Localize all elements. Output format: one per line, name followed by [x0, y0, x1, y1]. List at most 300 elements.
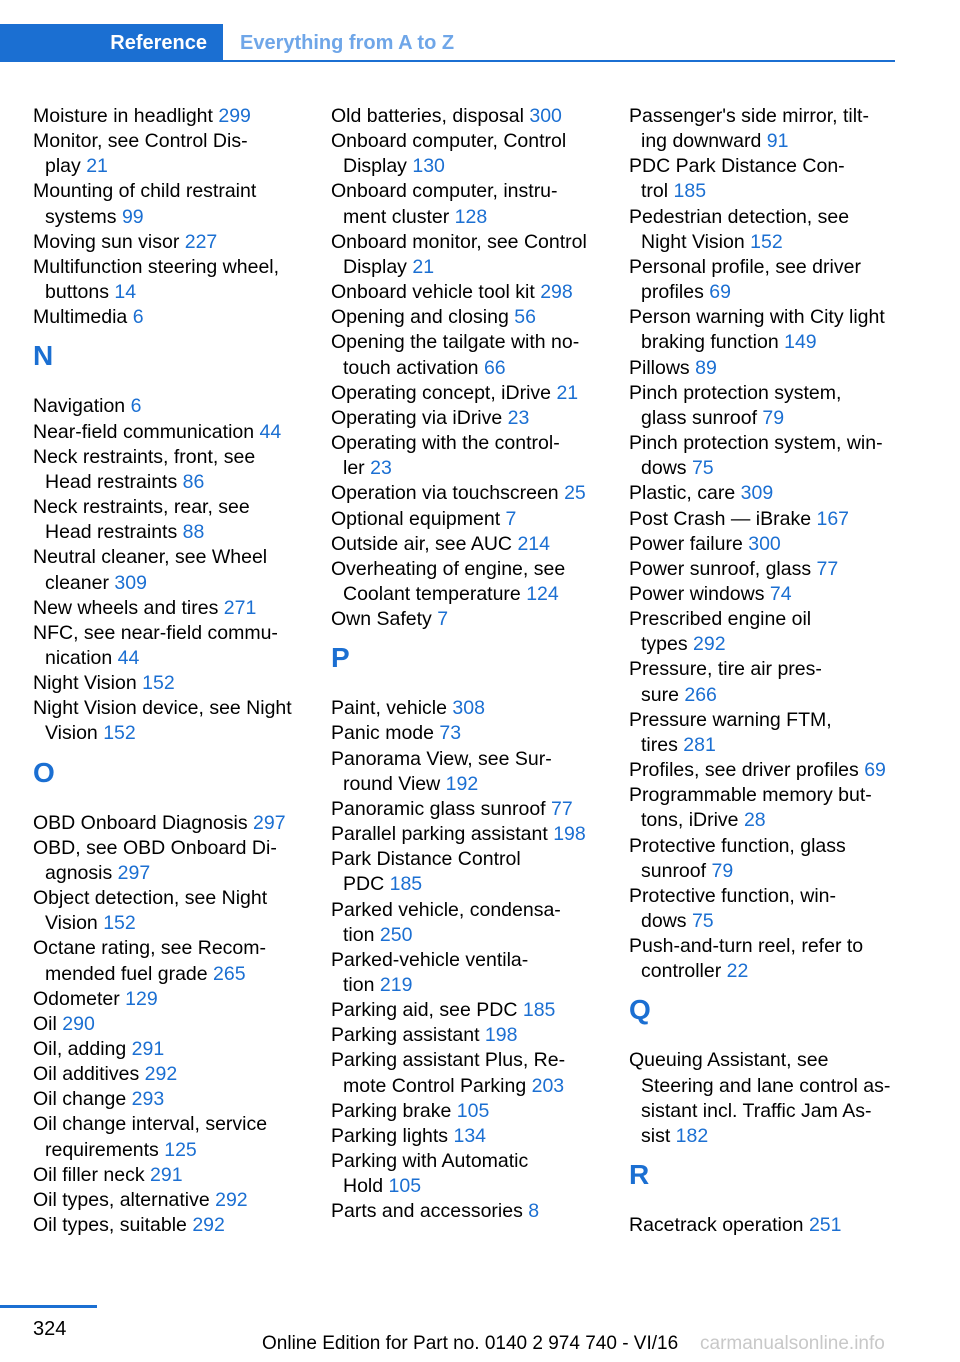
- index-term: Night Vision: [641, 230, 745, 253]
- index-entry: [629, 1213, 909, 1238]
- index-term: NFC, see near-field commu-: [33, 621, 278, 644]
- index-term: Pinch protection system, win-: [629, 432, 883, 455]
- index-entry: [33, 305, 313, 330]
- index-term: cleaner: [45, 571, 109, 594]
- page-link[interactable]: 292: [144, 1063, 178, 1086]
- index-term: trol: [641, 180, 669, 203]
- index-entry-continuation: [331, 154, 611, 179]
- index-term: Oil: [33, 1012, 57, 1035]
- page-link[interactable]: 167: [816, 507, 850, 530]
- page-link[interactable]: 91: [766, 130, 789, 153]
- page-number: 324: [33, 1318, 67, 1340]
- section-label: Reference: [110, 31, 207, 54]
- page-link[interactable]: 21: [86, 155, 108, 178]
- index-entry: [629, 532, 909, 557]
- index-entry: [629, 834, 909, 859]
- page-link[interactable]: 6: [130, 395, 142, 418]
- index-entry: [331, 847, 611, 872]
- index-term: Protective function, win-: [629, 884, 837, 907]
- index-term: Paint, vehicle: [331, 697, 447, 720]
- index-entry-continuation: [629, 632, 909, 657]
- index-entry: [629, 582, 909, 607]
- page-link[interactable]: 7: [505, 507, 517, 530]
- page-link[interactable]: 128: [454, 205, 488, 228]
- index-entry: [33, 255, 313, 280]
- index-entry: [331, 557, 611, 582]
- index-entry: [33, 1188, 313, 1213]
- index-term: Overheating of engine, see: [331, 557, 566, 580]
- page-link[interactable]: 105: [456, 1099, 490, 1122]
- index-column-3: [629, 104, 909, 1238]
- index-term: sure: [641, 683, 679, 706]
- page-link[interactable]: 192: [445, 772, 479, 795]
- index-column-1: [33, 104, 313, 1238]
- page-link[interactable]: 227: [184, 230, 218, 253]
- page-link[interactable]: 69: [864, 759, 886, 782]
- page-link[interactable]: 7: [437, 608, 449, 631]
- page-link[interactable]: 266: [684, 683, 717, 706]
- index-term: Neck restraints, rear, see: [33, 496, 250, 519]
- index-entry: [331, 1149, 611, 1174]
- index-entry: [331, 822, 611, 847]
- page-link[interactable]: 250: [379, 923, 413, 946]
- index-term: Protective function, glass: [629, 834, 846, 857]
- index-term: PDC: [343, 873, 385, 896]
- page-link[interactable]: 152: [103, 912, 136, 935]
- index-term: Power failure: [629, 532, 743, 555]
- index-entry: [629, 431, 909, 456]
- index-entry: [33, 230, 313, 255]
- index-term: Head restraints: [45, 470, 178, 493]
- index-entry: [331, 721, 611, 746]
- index-term: Moving sun visor: [33, 230, 180, 253]
- index-entry-continuation: [629, 129, 909, 154]
- index-term: Oil filler neck: [33, 1163, 145, 1186]
- page-link[interactable]: 292: [693, 633, 726, 656]
- index-entry: [629, 884, 909, 909]
- page-link[interactable]: 125: [164, 1138, 197, 1161]
- page-link[interactable]: 251: [808, 1214, 842, 1237]
- index-entry: [33, 596, 313, 621]
- page-link[interactable]: 77: [551, 797, 573, 820]
- index-term: Display: [343, 255, 407, 278]
- index-term: Octane rating, see Recom-: [33, 937, 267, 960]
- index-term: Operating with the control-: [331, 432, 560, 455]
- index-term: Near-field communication: [33, 420, 255, 443]
- index-term: Operating via iDrive: [331, 406, 503, 429]
- page-link[interactable]: 79: [711, 859, 734, 882]
- index-term: Object detection, see Night: [33, 887, 268, 910]
- index-entry-continuation: [629, 859, 909, 884]
- index-term: OBD, see OBD Onboard Di-: [33, 836, 277, 859]
- footer-rule: [0, 1305, 97, 1308]
- page-link[interactable]: 214: [517, 532, 550, 555]
- index-entry: [629, 381, 909, 406]
- index-entry-continuation: [33, 962, 313, 987]
- index-entry-continuation: [33, 911, 313, 936]
- index-term: Pedestrian detection, see: [629, 205, 850, 228]
- index-entry: [331, 481, 611, 506]
- page-link[interactable]: 290: [62, 1012, 95, 1035]
- index-term: Oil change: [33, 1088, 127, 1111]
- page-link[interactable]: 22: [726, 960, 749, 983]
- index-entry: [629, 758, 909, 783]
- index-entry-continuation: [629, 280, 909, 305]
- index-term: systems: [45, 205, 117, 228]
- index-term: glass sunroof: [641, 406, 757, 429]
- page-link[interactable]: 86: [182, 470, 205, 493]
- index-term: Prescribed engine oil: [629, 608, 812, 631]
- index-term: play: [45, 155, 81, 178]
- index-entry: [33, 1213, 313, 1238]
- index-letter-heading: N: [33, 340, 54, 372]
- index-term: Parked-vehicle ventila-: [331, 948, 529, 971]
- index-entry-continuation: [331, 582, 611, 607]
- index-entry-continuation: [33, 1138, 313, 1163]
- page-link[interactable]: 88: [182, 521, 205, 544]
- index-term: Operating concept, iDrive: [331, 381, 552, 404]
- page-link[interactable]: 298: [540, 281, 573, 304]
- index-term: tion: [343, 923, 375, 946]
- index-entry-continuation: [629, 1074, 909, 1099]
- index-term: ler: [343, 457, 365, 480]
- index-term: Parallel parking assistant: [331, 823, 548, 846]
- index-term: Onboard computer, instru-: [331, 180, 558, 203]
- index-term: Night Vision: [33, 672, 137, 695]
- index-entry-continuation: [629, 230, 909, 255]
- index-entry-continuation: [33, 646, 313, 671]
- index-term: tons, iDrive: [641, 809, 739, 832]
- index-term: dows: [641, 457, 687, 480]
- page-link[interactable]: 74: [769, 582, 792, 605]
- page-link[interactable]: 66: [483, 356, 506, 379]
- page-link[interactable]: 292: [215, 1188, 248, 1211]
- index-entry-continuation: [629, 406, 909, 431]
- index-term: Steering and lane control as-: [641, 1074, 891, 1097]
- index-term: Power windows: [629, 582, 765, 605]
- index-entry-continuation: [331, 973, 611, 998]
- index-term: buttons: [45, 281, 109, 304]
- page-link[interactable]: 105: [388, 1175, 422, 1198]
- index-entry-continuation: [629, 959, 909, 984]
- page-link[interactable]: 265: [213, 962, 246, 985]
- index-term: Onboard vehicle tool kit: [331, 281, 535, 304]
- page-link[interactable]: 297: [253, 811, 286, 834]
- page-link[interactable]: 25: [564, 482, 586, 505]
- index-term: ment cluster: [343, 205, 450, 228]
- index-entry-continuation: [331, 872, 611, 897]
- index-entry: [33, 811, 313, 836]
- index-entry: [331, 406, 611, 431]
- index-entry: [331, 305, 611, 330]
- page-link[interactable]: 300: [529, 105, 562, 127]
- index-entry-continuation: [33, 721, 313, 746]
- index-entry-continuation: [629, 909, 909, 934]
- index-term: nication: [45, 646, 113, 669]
- index-entry: [331, 607, 611, 632]
- index-entry: [33, 495, 313, 520]
- page-link[interactable]: 185: [673, 180, 707, 203]
- index-entry: [33, 445, 313, 470]
- page-link[interactable]: 308: [452, 697, 485, 720]
- index-term: Outside air, see AUC: [331, 532, 513, 555]
- index-term: Plastic, care: [629, 482, 736, 505]
- index-term: Multifunction steering wheel,: [33, 255, 280, 278]
- index-entry: [33, 1112, 313, 1137]
- page-link[interactable]: 292: [192, 1214, 225, 1237]
- page-link[interactable]: 297: [117, 861, 151, 884]
- index-term: Multimedia: [33, 306, 128, 329]
- index-term: Night Vision device, see Night: [33, 697, 292, 720]
- index-entry: [629, 607, 909, 632]
- index-term: Coolant temperature: [343, 582, 521, 605]
- index-entry: [629, 657, 909, 682]
- index-entry-continuation: [33, 280, 313, 305]
- index-entry: [331, 532, 611, 557]
- index-entry: [629, 481, 909, 506]
- index-term: Vision: [45, 722, 98, 745]
- index-entry: [629, 104, 909, 129]
- index-entry: [331, 797, 611, 822]
- index-entry: [331, 1099, 611, 1124]
- index-term: Pressure, tire air pres-: [629, 658, 822, 681]
- index-entry: [331, 280, 611, 305]
- index-term: Display: [343, 155, 407, 178]
- page-link[interactable]: 79: [762, 406, 785, 429]
- index-entry: [331, 330, 611, 355]
- page-link[interactable]: 293: [131, 1088, 165, 1111]
- index-entry-continuation: [331, 456, 611, 481]
- index-entry-continuation: [629, 808, 909, 833]
- page-link[interactable]: 291: [131, 1038, 165, 1060]
- page-link[interactable]: 75: [691, 910, 714, 932]
- index-term: sunroof: [641, 859, 707, 882]
- index-term: controller: [641, 960, 722, 983]
- page-link[interactable]: 69: [709, 281, 731, 304]
- index-term: Mounting of child restraint: [33, 180, 257, 203]
- index-entry: [331, 1048, 611, 1073]
- page-link[interactable]: 152: [103, 722, 136, 745]
- index-term: Profiles, see driver profiles: [629, 759, 859, 782]
- index-entry: [33, 129, 313, 154]
- index-entry: [331, 230, 611, 255]
- index-term: braking function: [641, 331, 779, 354]
- index-term: Navigation: [33, 395, 126, 418]
- page-link[interactable]: 182: [675, 1124, 709, 1147]
- index-term: Personal profile, see driver: [629, 255, 861, 278]
- index-entry: [33, 1087, 313, 1112]
- index-term: Own Safety: [331, 608, 432, 631]
- index-term: Parking assistant Plus, Re-: [331, 1049, 566, 1072]
- index-entry: [33, 179, 313, 204]
- index-term: Parking with Automatic: [331, 1150, 529, 1173]
- index-entry: [629, 783, 909, 808]
- index-entry: [33, 836, 313, 861]
- index-entry-continuation: [331, 205, 611, 230]
- index-entry: [33, 886, 313, 911]
- page-link[interactable]: 299: [218, 105, 251, 127]
- page-link[interactable]: 281: [683, 733, 716, 756]
- index-term: Neck restraints, front, see: [33, 445, 256, 468]
- page-link[interactable]: 198: [553, 823, 586, 846]
- page-link[interactable]: 75: [691, 457, 714, 480]
- page-link[interactable]: 130: [412, 155, 445, 178]
- index-term: Passenger's side mirror, tilt-: [629, 105, 869, 127]
- page-link[interactable]: 73: [439, 722, 462, 745]
- index-entry: [33, 671, 313, 696]
- index-entry: [331, 507, 611, 532]
- index-term: Old batteries, disposal: [331, 105, 524, 127]
- index-entry-continuation: [629, 1124, 909, 1149]
- index-entry: [33, 420, 313, 445]
- index-entry-continuation: [331, 1074, 611, 1099]
- page-link[interactable]: 309: [740, 482, 774, 505]
- index-entry: [629, 708, 909, 733]
- page-link[interactable]: 291: [150, 1163, 183, 1186]
- index-entry: [629, 1048, 909, 1073]
- index-term: Vision: [45, 912, 98, 935]
- index-entry: [629, 154, 909, 179]
- index-entry: [33, 696, 313, 721]
- page-link[interactable]: 198: [484, 1024, 518, 1047]
- index-entry: [331, 381, 611, 406]
- page-link[interactable]: 124: [526, 582, 559, 605]
- index-term: types: [641, 633, 688, 656]
- page-link[interactable]: 185: [522, 999, 556, 1022]
- index-entry-continuation: [33, 571, 313, 596]
- index-term: Hold: [343, 1175, 384, 1198]
- index-entry: [33, 104, 313, 129]
- index-entry-continuation: [629, 1099, 909, 1124]
- index-term: Onboard monitor, see Control: [331, 230, 587, 253]
- page-link[interactable]: 56: [514, 306, 536, 329]
- index-entry-continuation: [629, 330, 909, 355]
- index-entry-continuation: [331, 923, 611, 948]
- index-entry: [629, 507, 909, 532]
- page-link[interactable]: 44: [259, 420, 282, 443]
- index-term: Moisture in headlight: [33, 105, 213, 127]
- index-term: Parking aid, see PDC: [331, 999, 518, 1022]
- index-term: Push-and-turn reel, refer to: [629, 935, 864, 958]
- index-entry: [331, 1023, 611, 1048]
- index-entry: [33, 545, 313, 570]
- index-entry-continuation: [331, 255, 611, 280]
- index-term: OBD Onboard Diagnosis: [33, 811, 248, 834]
- index-term: Parked vehicle, condensa-: [331, 898, 561, 921]
- index-term: Racetrack operation: [629, 1214, 804, 1237]
- section-tab[interactable]: [0, 24, 223, 62]
- page-link[interactable]: 28: [743, 809, 766, 832]
- index-term: Park Distance Control: [331, 848, 521, 871]
- page-link[interactable]: 89: [695, 356, 717, 379]
- page-link[interactable]: 99: [121, 205, 144, 228]
- index-letter-heading: O: [33, 756, 55, 788]
- index-term: dows: [641, 910, 687, 932]
- index-term: New wheels and tires: [33, 596, 219, 619]
- index-term: Pillows: [629, 356, 690, 379]
- index-term: Oil types, suitable: [33, 1214, 187, 1237]
- index-term: Neutral cleaner, see Wheel: [33, 546, 268, 569]
- page-link[interactable]: 271: [223, 596, 257, 619]
- index-entry: [331, 898, 611, 923]
- index-entry-continuation: [629, 179, 909, 204]
- index-entry: [33, 1062, 313, 1087]
- page-link[interactable]: 21: [412, 255, 435, 278]
- index-entry: [629, 305, 909, 330]
- index-entry-continuation: [33, 470, 313, 495]
- page-link[interactable]: 203: [531, 1074, 565, 1097]
- index-entry: [33, 621, 313, 646]
- page-link[interactable]: 309: [114, 571, 147, 594]
- index-term: Panoramic glass sunroof: [331, 797, 546, 820]
- edition-note: Online Edition for Part no. 0140 2 974 740 - VI/16: [262, 1333, 679, 1354]
- index-entry: [331, 104, 611, 129]
- index-entry: [629, 934, 909, 959]
- page-link[interactable]: 152: [750, 230, 783, 253]
- index-term: Parts and accessories: [331, 1200, 523, 1223]
- index-entry: [331, 998, 611, 1023]
- index-term: mote Control Parking: [343, 1074, 527, 1097]
- page-link[interactable]: 23: [507, 406, 530, 429]
- index-term: sistant incl. Traffic Jam As-: [641, 1099, 872, 1122]
- index-entry: [331, 129, 611, 154]
- index-term: Parking assistant: [331, 1024, 480, 1047]
- index-entry: [33, 1012, 313, 1037]
- index-term: Programmable memory but-: [629, 784, 872, 807]
- page-link[interactable]: 152: [142, 672, 175, 695]
- index-term: tion: [343, 974, 375, 996]
- index-term: Monitor, see Control Dis-: [33, 130, 248, 153]
- page-link[interactable]: 8: [528, 1200, 540, 1223]
- index-entry: [33, 1037, 313, 1062]
- index-term: Oil types, alternative: [33, 1188, 210, 1211]
- page-link[interactable]: 23: [370, 457, 392, 480]
- index-term: Queuing Assistant, see: [629, 1049, 829, 1072]
- page-link[interactable]: 134: [453, 1124, 487, 1147]
- index-entry: [629, 356, 909, 381]
- page-link[interactable]: 129: [125, 987, 158, 1010]
- page-link[interactable]: 6: [132, 306, 144, 329]
- index-term: Pressure warning FTM,: [629, 708, 832, 731]
- index-entry: [629, 205, 909, 230]
- index-term: Oil, adding: [33, 1038, 127, 1060]
- index-entry-continuation: [629, 683, 909, 708]
- page-link[interactable]: 185: [389, 873, 423, 896]
- index-term: Panic mode: [331, 722, 434, 745]
- page-link[interactable]: 44: [117, 646, 140, 669]
- index-entry: [331, 747, 611, 772]
- chapter-title[interactable]: Everything from A to Z: [240, 32, 455, 54]
- index-term: touch activation: [343, 356, 479, 379]
- page-link[interactable]: 300: [748, 532, 781, 555]
- index-entry: [331, 431, 611, 456]
- index-entry: [629, 255, 909, 280]
- index-entry: [33, 1163, 313, 1188]
- page-link[interactable]: 77: [816, 557, 839, 580]
- index-term: requirements: [45, 1138, 159, 1161]
- page-link[interactable]: 219: [379, 974, 413, 996]
- index-term: profiles: [641, 281, 704, 304]
- index-entry: [33, 936, 313, 961]
- page-link[interactable]: 14: [114, 281, 137, 304]
- index-term: Opening and closing: [331, 306, 509, 329]
- watermark: carmanualsonline.info: [700, 1333, 885, 1354]
- index-entry: [33, 394, 313, 419]
- index-term: Panorama View, see Sur-: [331, 747, 552, 770]
- page-link[interactable]: 149: [784, 331, 817, 354]
- page-link[interactable]: 21: [556, 381, 579, 404]
- index-entry: [331, 1124, 611, 1149]
